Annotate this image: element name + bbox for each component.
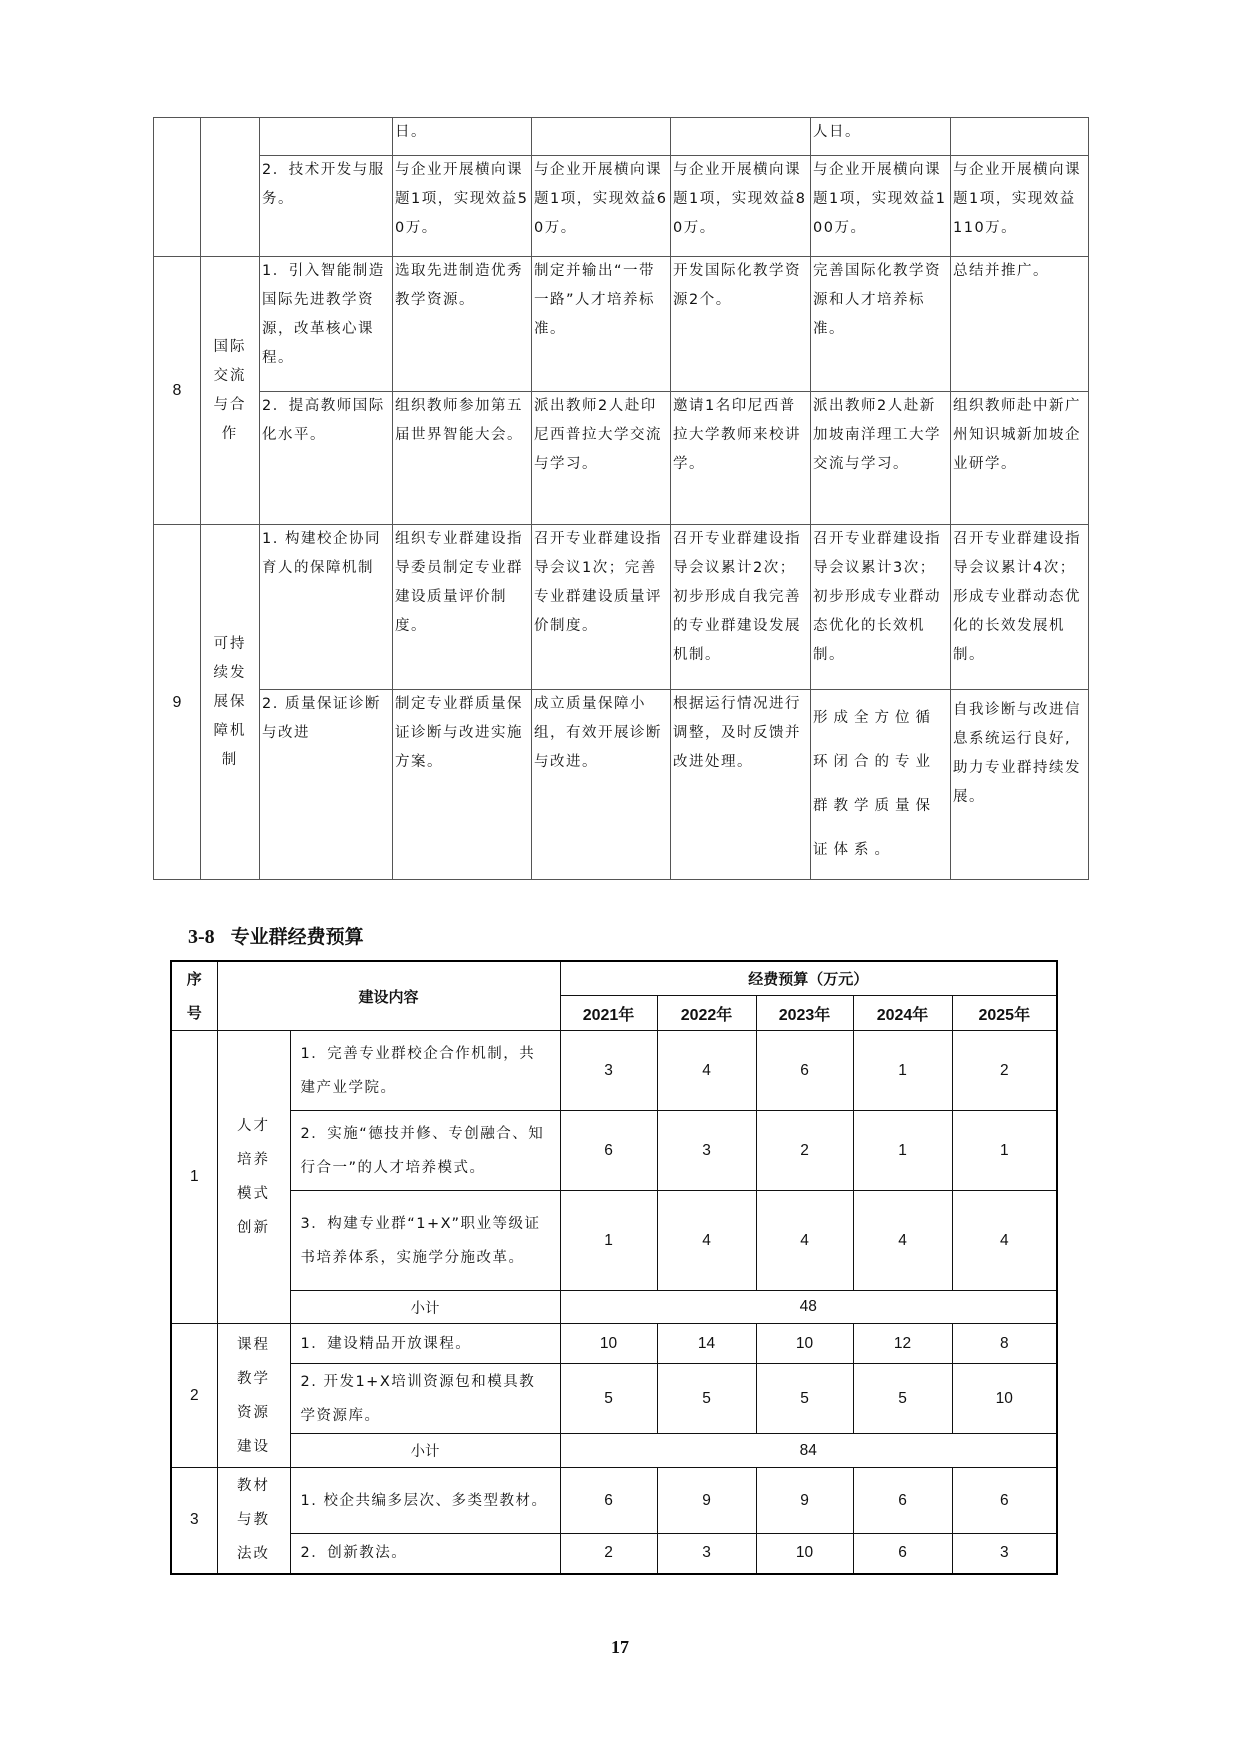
budget-table: [170, 960, 1058, 1575]
budget-value: 10: [756, 1324, 853, 1364]
task-cell: 2．提高教师国际化水平。: [260, 392, 393, 525]
task-cell: 2. 质量保证诊断与改进: [260, 690, 393, 880]
table-row: [154, 257, 1089, 392]
budget-value: 8: [952, 1324, 1057, 1364]
table-row: [171, 1468, 1057, 1534]
budget-value: 6: [853, 1534, 952, 1574]
year-cell: 与企业开展横向课题1项，实现效益60万。: [532, 156, 671, 257]
budget-value: 10: [560, 1324, 657, 1364]
year-cell: 与企业开展横向课题1项，实现效益100万。: [811, 156, 951, 257]
header-content: 建设内容: [217, 961, 560, 1031]
year-cell: 根据运行情况进行调整，及时反馈并改进处理。: [671, 690, 811, 880]
year-cell: 总结并推广。: [951, 257, 1089, 392]
group-category: 教材与教法改: [217, 1468, 290, 1574]
budget-value: 10: [952, 1364, 1057, 1434]
budget-value: 2: [756, 1111, 853, 1191]
budget-value: 6: [853, 1468, 952, 1534]
budget-value: 1: [560, 1191, 657, 1291]
item-content: 1. 校企共编多层次、多类型教材。: [290, 1468, 560, 1534]
group-category: 人才培养模式创新: [217, 1031, 290, 1324]
budget-value: 5: [560, 1364, 657, 1434]
group-number: 2: [171, 1324, 217, 1468]
item-content: 2．创新教法。: [290, 1534, 560, 1574]
header-number: 序号: [171, 961, 217, 1031]
category-cell: 可持续发展保障机制: [201, 525, 260, 880]
budget-value: 14: [657, 1324, 756, 1364]
year-cell: 组织教师参加第五届世界智能大会。: [393, 392, 532, 525]
year-cell: 成立质量保障小组，有效开展诊断与改进。: [532, 690, 671, 880]
table-row: [171, 1111, 1057, 1191]
subtotal-label: 小计: [290, 1434, 560, 1468]
budget-value: 9: [756, 1468, 853, 1534]
budget-value: 12: [853, 1324, 952, 1364]
budget-value: 2: [560, 1534, 657, 1574]
year-cell: 制定并输出“一带一路”人才培养标准。: [532, 257, 671, 392]
item-content: 2. 开发1+X培训资源包和模具教学资源库。: [290, 1364, 560, 1434]
group-category: 课程教学资源建设: [217, 1324, 290, 1468]
item-content: 1．完善专业群校企合作机制，共建产业学院。: [290, 1031, 560, 1111]
task-cell: [260, 118, 393, 156]
budget-value: 1: [853, 1111, 952, 1191]
item-content: 3．构建专业群“1+X”职业等级证书培养体系，实施学分施改革。: [290, 1191, 560, 1291]
budget-value: 4: [853, 1191, 952, 1291]
year-cell: 与企业开展横向课题1项，实现效益50万。: [393, 156, 532, 257]
year-cell: 开发国际化教学资源2个。: [671, 257, 811, 392]
table-row: [171, 1191, 1057, 1291]
year-cell: 派出教师2人赴印尼西普拉大学交流与学习。: [532, 392, 671, 525]
budget-value: 5: [853, 1364, 952, 1434]
table-row: [171, 1324, 1057, 1364]
table-row: [154, 156, 1089, 257]
row-number-cell: 8: [154, 257, 201, 525]
year-cell: 派出教师2人赴新加坡南洋理工大学交流与学习。: [811, 392, 951, 525]
table-row: [154, 392, 1089, 525]
header-row: [171, 961, 1057, 996]
budget-value: 3: [657, 1111, 756, 1191]
year-cell: 人日。: [811, 118, 951, 156]
header-budget: 经费预算（万元）: [560, 961, 1057, 996]
header-year: 2023年: [756, 996, 853, 1031]
item-content: 1．建设精品开放课程。: [290, 1324, 560, 1364]
year-cell: 组织教师赴中新广州知识城新加坡企业研学。: [951, 392, 1089, 525]
table-row: [154, 118, 1089, 156]
task-cell: 2．技术开发与服务。: [260, 156, 393, 257]
budget-value: 4: [657, 1191, 756, 1291]
table-row: [154, 525, 1089, 690]
budget-value: 3: [560, 1031, 657, 1111]
year-cell: [951, 118, 1089, 156]
year-cell: 召开专业群建设指导会议累计3次；初步形成专业群动态优化的长效机制。: [811, 525, 951, 690]
item-content: 2．实施“德技并修、专创融合、知行合一”的人才培养模式。: [290, 1111, 560, 1191]
budget-value: 4: [657, 1031, 756, 1111]
group-number: 3: [171, 1468, 217, 1574]
subtotal-label: 小计: [290, 1291, 560, 1324]
budget-value: 1: [853, 1031, 952, 1111]
page-number: 17: [611, 1637, 629, 1657]
subtotal-value: 48: [560, 1291, 1057, 1324]
header-year: 2021年: [560, 996, 657, 1031]
budget-value: 4: [952, 1191, 1057, 1291]
budget-value: 5: [756, 1364, 853, 1434]
budget-value: 1: [952, 1111, 1057, 1191]
category-cell: [201, 118, 260, 257]
table-row: [154, 690, 1089, 880]
budget-value: 6: [756, 1031, 853, 1111]
year-cell: 邀请1名印尼西普拉大学教师来校讲学。: [671, 392, 811, 525]
year-cell: 与企业开展横向课题1项，实现效益80万。: [671, 156, 811, 257]
year-cell: 召开专业群建设指导会议累计2次；初步形成自我完善的专业群建设发展机制。: [671, 525, 811, 690]
table-row: [171, 1534, 1057, 1574]
budget-value: 4: [756, 1191, 853, 1291]
category-cell: 国际交流与合作: [201, 257, 260, 525]
task-cell: 1. 构建校企协同育人的保障机制: [260, 525, 393, 690]
year-cell: 完善国际化教学资源和人才培养标准。: [811, 257, 951, 392]
subtotal-value: 84: [560, 1434, 1057, 1468]
year-cell: 召开专业群建设指导会议累计4次；形成专业群动态优化的长效发展机制。: [951, 525, 1089, 690]
section-heading: 专业群经费预算: [230, 926, 364, 948]
row-number-cell: 9: [154, 525, 201, 880]
section-number: 3-8: [188, 926, 215, 948]
budget-value: 3: [657, 1534, 756, 1574]
budget-value: 9: [657, 1468, 756, 1534]
table-row: [171, 1364, 1057, 1434]
year-cell: [671, 118, 811, 156]
year-cell: 与企业开展横向课题1项，实现效益110万。: [951, 156, 1089, 257]
year-cell: 组织专业群建设指导委员制定专业群建设质量评价制度。: [393, 525, 532, 690]
group-number: 1: [171, 1031, 217, 1324]
row-number-cell: [154, 118, 201, 257]
year-cell: 制定专业群质量保证诊断与改进实施方案。: [393, 690, 532, 880]
year-cell: 自我诊断与改进信息系统运行良好, 助力专业群持续发展。: [951, 690, 1089, 880]
year-cell: 日。: [393, 118, 532, 156]
budget-value: 6: [560, 1468, 657, 1534]
year-cell: 形成全方位循环闭合的专业群教学质量保证体系。: [811, 690, 951, 880]
task-cell: 1．引入智能制造国际先进教学资源，改革核心课程。: [260, 257, 393, 392]
subtotal-row: [171, 1434, 1057, 1468]
construction-plan-table: [153, 117, 1089, 880]
table-row: [171, 1031, 1057, 1111]
year-cell: 召开专业群建设指导会议1次；完善专业群建设质量评价制度。: [532, 525, 671, 690]
budget-value: 2: [952, 1031, 1057, 1111]
budget-value: 5: [657, 1364, 756, 1434]
year-cell: 选取先进制造优秀教学资源。: [393, 257, 532, 392]
budget-value: 6: [952, 1468, 1057, 1534]
section-title: [188, 922, 364, 949]
budget-value: 3: [952, 1534, 1057, 1574]
budget-value: 6: [560, 1111, 657, 1191]
header-year: 2025年: [952, 996, 1057, 1031]
header-year: 2022年: [657, 996, 756, 1031]
budget-value: 10: [756, 1534, 853, 1574]
header-year: 2024年: [853, 996, 952, 1031]
year-cell: [532, 118, 671, 156]
subtotal-row: [171, 1291, 1057, 1324]
